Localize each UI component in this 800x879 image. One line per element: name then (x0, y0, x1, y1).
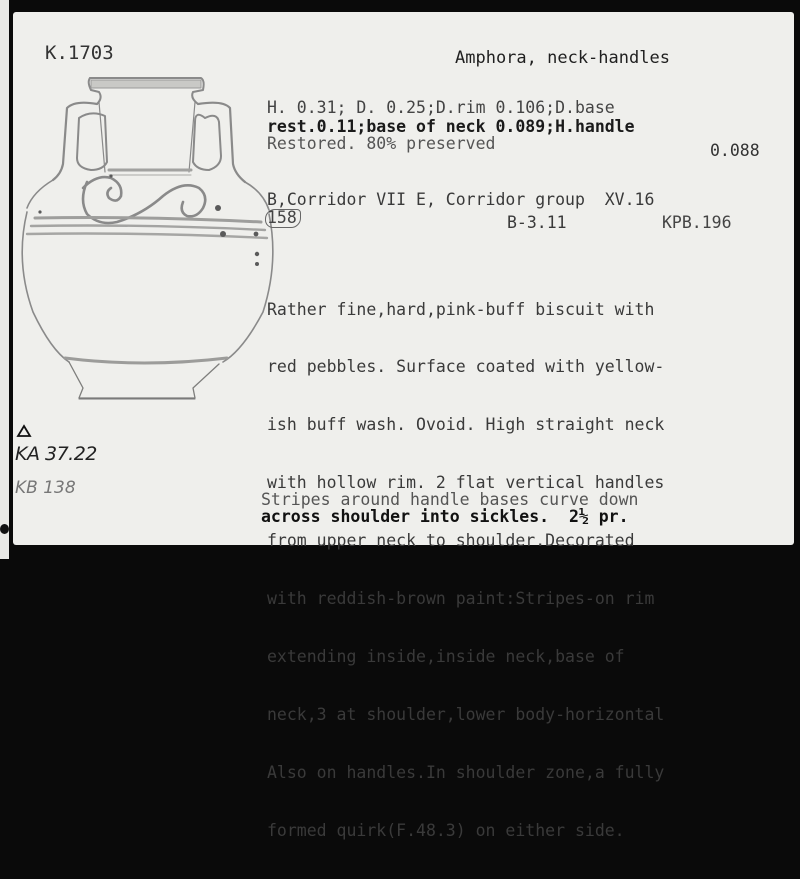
description-line: with hollow rim. 2 flat vertical handles (267, 473, 665, 493)
catalog-number: K.1703 (45, 42, 114, 64)
kpb-reference: KPB.196 (662, 213, 732, 232)
description-line: from upper neck to shoulder.Decorated (267, 531, 635, 551)
description-line: red pebbles. Surface coated with yellow- (267, 357, 665, 377)
description-block (267, 261, 664, 879)
description-line: neck,3 at shoulder,lower body-horizontal (267, 704, 665, 724)
catalog-card (13, 12, 794, 840)
amphora-drawing (13, 62, 283, 422)
punch-hole-dot (0, 524, 9, 534)
description-line: Also on handles.In shoulder zone,a fully (267, 762, 665, 782)
description-line: Rather fine,hard,pink-buff biscuit with (267, 299, 655, 319)
measurements-line-2: rest.0.11;base of neck 0.089;H.handle (267, 117, 635, 136)
circled-number: 158 (265, 209, 301, 228)
sickle-note-line-1: Stripes around handle bases curve down (261, 490, 639, 509)
measurements-line-1: H. 0.31; D. 0.25;D.rim 0.106;D.base (267, 98, 615, 117)
scan-edge-strip (0, 0, 9, 559)
description-line: formed quirk(F.48.3) on either side. (267, 820, 625, 840)
preservation-note: Restored. 80% preserved (267, 134, 496, 153)
triangle-icon (17, 425, 31, 437)
description-line: ish buff wash. Ovoid. High straight neck (267, 415, 665, 435)
sickle-note-line-2: across shoulder into sickles. 2½ pr. (261, 507, 629, 526)
provenance-line: B,Corridor VII E, Corridor group XV.16 (267, 190, 655, 209)
handle-height-value: 0.088 (710, 141, 760, 160)
description-line: with reddish-brown paint:Stripes-on rim (267, 589, 655, 609)
b-reference: B-3.11 (507, 213, 567, 232)
handwritten-ka-reference: KA 37.22 (15, 443, 97, 465)
description-line: extending inside,inside neck,base of (267, 646, 625, 666)
handwritten-kb-reference: KB 138 (15, 478, 76, 498)
object-title: Amphora, neck-handles (455, 48, 670, 68)
